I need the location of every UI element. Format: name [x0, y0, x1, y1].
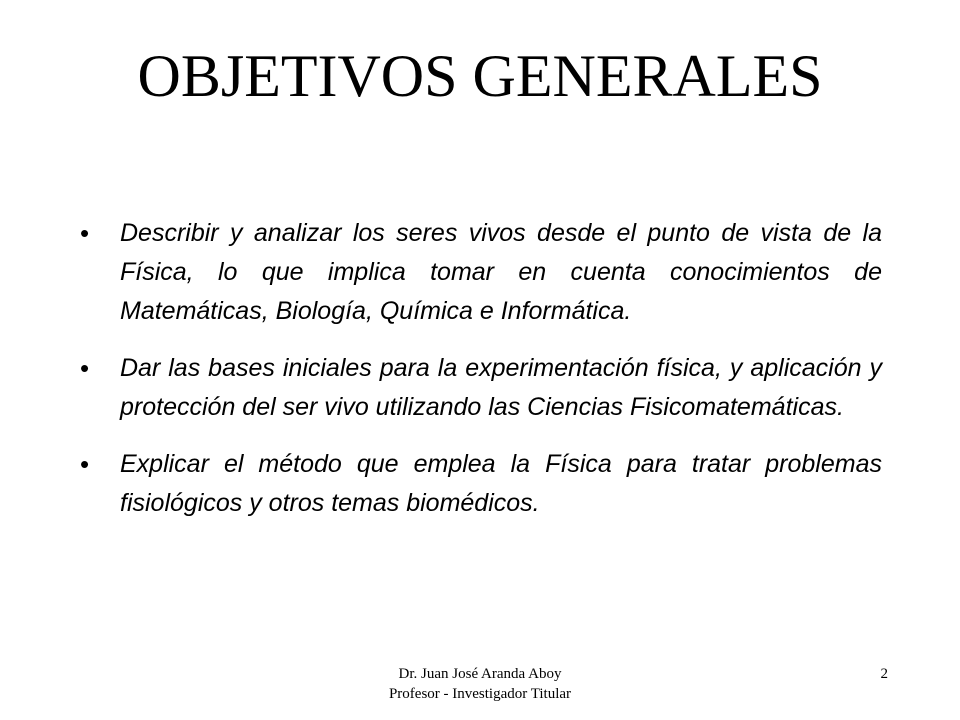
bullet-text: Explicar el método que emplea la Física para tratar problemas fisiológicos y otros temas biomédicos.: [120, 450, 882, 517]
bullet-marker: •: [80, 353, 90, 383]
bullet-text: Describir y analizar los seres vivos desde el punto de vista de la Física, lo que implica tomar en cuenta conocimientos de Matemáticas, Biología, Química e Informática.: [120, 219, 882, 325]
list-item: [80, 445, 882, 523]
list-item: [80, 349, 882, 427]
list-item: [80, 214, 882, 331]
author-name: Dr. Juan José Aranda Aboy: [398, 666, 562, 682]
bullet-marker: •: [80, 449, 90, 479]
slide-title: OBJETIVOS GENERALES: [137, 43, 823, 109]
bullet-marker: •: [80, 218, 90, 248]
objectives-list: [80, 214, 882, 541]
bullet-text: Dar las bases iniciales para la experimentación física, y aplicación y protección del ser vivo utilizando las Ciencias Fisicomatemáticas.: [120, 354, 882, 421]
footer-author: [330, 664, 630, 704]
page-number: 2: [880, 666, 888, 682]
author-title: Profesor - Investigador Titular: [388, 686, 572, 702]
